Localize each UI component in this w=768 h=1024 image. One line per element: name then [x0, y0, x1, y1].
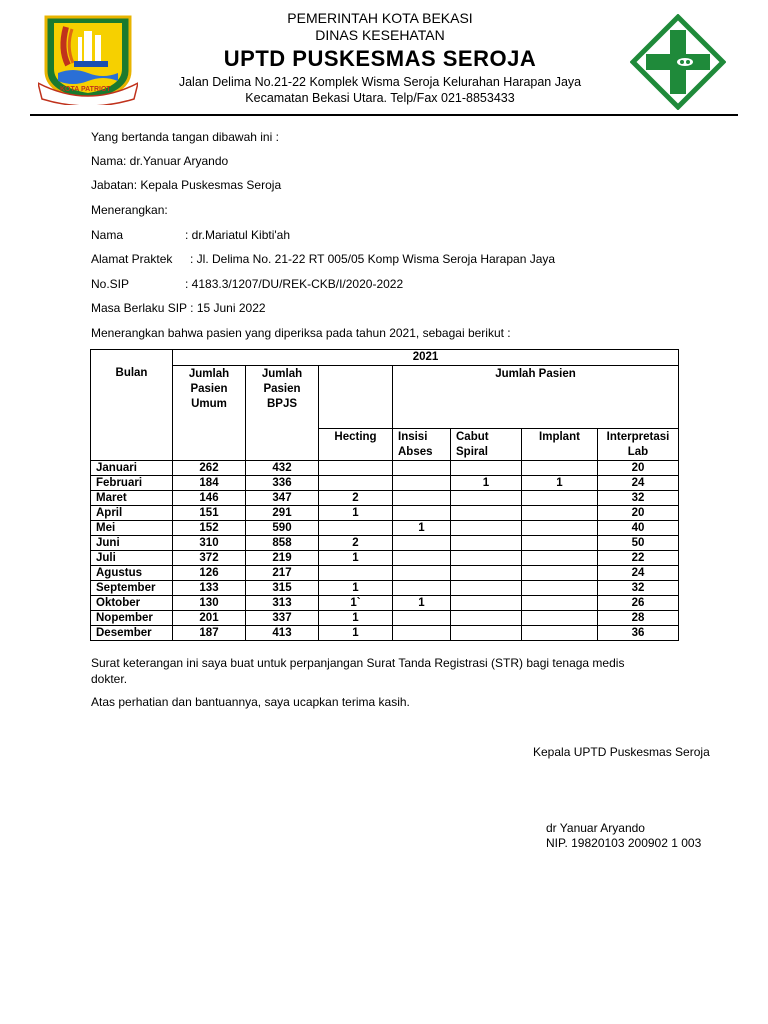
cell-hecting [319, 566, 393, 581]
header-bulan: Bulan [91, 350, 173, 461]
cell-insisi-abses [393, 491, 451, 506]
masa-berlaku-line: Masa Berlaku SIP : 15 Juni 2022 [91, 301, 266, 315]
letterhead-line2: DINAS KESEHATAN [315, 27, 445, 43]
cell-implant [522, 521, 598, 536]
cell-cabut-spiral [451, 461, 522, 476]
header-insisi-line-1: Insisi [398, 431, 428, 443]
header-interpretasi-lab [598, 429, 679, 461]
signer-name-line: Nama: dr.Yanuar Aryando [91, 154, 229, 168]
nama-value: : dr.Mariatul Kibti'ah [185, 228, 291, 242]
closing-paragraph-line-1: Surat keterangan ini saya buat untuk perpanjangan Surat Tanda Registrasi (STR) bagi tenaga medis [91, 656, 625, 670]
cell-implant [522, 506, 598, 521]
cell-cabut-spiral [451, 536, 522, 551]
header-bpjs-line-2: Pasien [263, 383, 301, 395]
closing-paragraph-line-2: dokter. [91, 672, 128, 686]
header-lab-line-2: Lab [627, 446, 649, 458]
letterhead-line1: PEMERINTAH KOTA BEKASI [287, 10, 473, 26]
cell-bulan: Mei [91, 521, 173, 536]
cell-cabut-spiral [451, 491, 522, 506]
letterhead-rule [30, 114, 738, 116]
puskesmas-cross-emblem-icon [630, 14, 726, 110]
header-year: 2021 [173, 350, 679, 366]
cell-insisi-abses [393, 476, 451, 491]
cell-interpretasi-lab: 40 [598, 521, 679, 536]
cell-insisi-abses [393, 581, 451, 596]
cell-interpretasi-lab: 32 [598, 581, 679, 596]
header-lab-line-1: Interpretasi [606, 431, 670, 443]
cell-jumlah-bpjs: 291 [246, 506, 319, 521]
cell-bulan: Nopember [91, 611, 173, 626]
letterhead [140, 10, 620, 106]
cell-jumlah-umum: 262 [173, 461, 246, 476]
cell-bulan: Maret [91, 491, 173, 506]
table-row [91, 506, 679, 521]
cell-jumlah-umum: 151 [173, 506, 246, 521]
cell-cabut-spiral [451, 506, 522, 521]
cell-insisi-abses [393, 566, 451, 581]
cell-insisi-abses: 1 [393, 521, 451, 536]
cell-insisi-abses [393, 626, 451, 641]
header-insisi-abses [393, 429, 451, 461]
cell-jumlah-bpjs: 432 [246, 461, 319, 476]
table-row [91, 536, 679, 551]
cell-insisi-abses [393, 536, 451, 551]
cell-insisi-abses [393, 611, 451, 626]
table-row [91, 566, 679, 581]
table-row [91, 626, 679, 641]
cell-bulan: September [91, 581, 173, 596]
header-umum-line-2: Pasien [190, 383, 228, 395]
cell-cabut-spiral [451, 596, 522, 611]
cell-jumlah-bpjs: 590 [246, 521, 319, 536]
cell-interpretasi-lab: 22 [598, 551, 679, 566]
cell-jumlah-umum: 146 [173, 491, 246, 506]
header-implant: Implant [522, 429, 598, 461]
thanks-line: Atas perhatian dan bantuannya, saya ucapkan terima kasih. [91, 695, 410, 709]
cell-implant [522, 611, 598, 626]
cell-implant: 1 [522, 476, 598, 491]
cell-jumlah-umum: 310 [173, 536, 246, 551]
cell-jumlah-umum: 152 [173, 521, 246, 536]
patient-table [90, 349, 679, 641]
cell-hecting [319, 521, 393, 536]
cell-jumlah-bpjs: 347 [246, 491, 319, 506]
cell-hecting: 1 [319, 506, 393, 521]
header-jumlah-pasien: Jumlah Pasien [393, 366, 679, 429]
cell-insisi-abses [393, 461, 451, 476]
cell-hecting: 1` [319, 596, 393, 611]
cell-hecting [319, 461, 393, 476]
cell-bulan: Februari [91, 476, 173, 491]
signer-title: Kepala UPTD Puskesmas Seroja [533, 745, 710, 759]
cell-hecting [319, 476, 393, 491]
cell-jumlah-umum: 372 [173, 551, 246, 566]
header-bpjs-line-1: Jumlah [261, 368, 303, 380]
header-jumlah-pasien-umum [173, 366, 246, 461]
cell-bulan: Juni [91, 536, 173, 551]
cell-jumlah-umum: 133 [173, 581, 246, 596]
header-hecting: Hecting [319, 429, 393, 461]
cell-bulan: Oktober [91, 596, 173, 611]
header-insisi-line-2: Abses [398, 446, 433, 458]
cell-insisi-abses: 1 [393, 596, 451, 611]
alamat-label: Alamat Praktek [91, 252, 173, 266]
nama-label: Nama [91, 228, 124, 242]
table-row [91, 596, 679, 611]
table-row [91, 521, 679, 536]
table-row [91, 581, 679, 596]
cell-implant [522, 491, 598, 506]
header-umum-line-1: Jumlah [188, 368, 230, 380]
cell-jumlah-umum: 130 [173, 596, 246, 611]
table-row [91, 611, 679, 626]
cell-bulan: Desember [91, 626, 173, 641]
intro-text: Yang bertanda tangan dibawah ini : [91, 130, 279, 144]
cell-jumlah-bpjs: 217 [246, 566, 319, 581]
cell-interpretasi-lab: 50 [598, 536, 679, 551]
alamat-value: : Jl. Delima No. 21-22 RT 005/05 Komp Wisma Seroja Harapan Jaya [190, 252, 556, 266]
cell-implant [522, 596, 598, 611]
cell-interpretasi-lab: 26 [598, 596, 679, 611]
cell-interpretasi-lab: 20 [598, 461, 679, 476]
cell-implant [522, 626, 598, 641]
header-empty-cell [319, 366, 393, 429]
cell-insisi-abses [393, 506, 451, 521]
cell-hecting: 1 [319, 626, 393, 641]
header-umum-line-3: Umum [191, 398, 227, 410]
cell-jumlah-bpjs: 337 [246, 611, 319, 626]
cell-bulan: Agustus [91, 566, 173, 581]
cell-jumlah-bpjs: 336 [246, 476, 319, 491]
letterhead-address-1: Jalan Delima No.21-22 Komplek Wisma Seroja Kelurahan Harapan Jaya [178, 75, 582, 89]
cell-interpretasi-lab: 36 [598, 626, 679, 641]
cell-jumlah-bpjs: 858 [246, 536, 319, 551]
cell-jumlah-umum: 126 [173, 566, 246, 581]
cell-implant [522, 566, 598, 581]
letterhead-title: UPTD PUSKESMAS SEROJA [223, 46, 537, 71]
table-body [91, 461, 679, 641]
sip-value: : 4183.3/1207/DU/REK-CKB/I/2020-2022 [185, 277, 404, 291]
cell-cabut-spiral [451, 521, 522, 536]
cell-bulan: Januari [91, 461, 173, 476]
table-row [91, 551, 679, 566]
cell-bulan: April [91, 506, 173, 521]
cell-hecting: 1 [319, 611, 393, 626]
signer-name: dr Yanuar Aryando [546, 821, 645, 835]
cell-jumlah-umum: 201 [173, 611, 246, 626]
cell-jumlah-bpjs: 315 [246, 581, 319, 596]
table-row [91, 476, 679, 491]
cell-cabut-spiral [451, 626, 522, 641]
table-row [91, 491, 679, 506]
cell-interpretasi-lab: 24 [598, 566, 679, 581]
cell-cabut-spiral [451, 566, 522, 581]
signer-position-line: Jabatan: Kepala Puskesmas Seroja [91, 178, 282, 192]
cell-interpretasi-lab: 32 [598, 491, 679, 506]
statement-line: Menerangkan bahwa pasien yang diperiksa pada tahun 2021, sebagai berikut : [91, 326, 511, 340]
cell-hecting: 1 [319, 551, 393, 566]
cell-interpretasi-lab: 24 [598, 476, 679, 491]
cell-hecting: 2 [319, 536, 393, 551]
menerangkan-label: Menerangkan: [91, 203, 168, 217]
left-logo-text: KOTA PATRIOT [60, 86, 111, 93]
header-cabut-line-2: Spiral [456, 446, 488, 458]
cell-cabut-spiral [451, 611, 522, 626]
cell-implant [522, 536, 598, 551]
header-cabut-line-1: Cabut [456, 431, 489, 443]
header-bpjs-line-3: BPJS [266, 398, 298, 410]
cell-implant [522, 551, 598, 566]
cell-jumlah-bpjs: 413 [246, 626, 319, 641]
header-jumlah-pasien-bpjs [246, 366, 319, 461]
cell-implant [522, 461, 598, 476]
header-cabut-spiral [451, 429, 522, 461]
cell-cabut-spiral: 1 [451, 476, 522, 491]
signer-nip: NIP. 19820103 200902 1 003 [546, 836, 702, 850]
cell-cabut-spiral [451, 551, 522, 566]
cell-interpretasi-lab: 28 [598, 611, 679, 626]
cell-implant [522, 581, 598, 596]
cell-hecting: 1 [319, 581, 393, 596]
cell-jumlah-bpjs: 219 [246, 551, 319, 566]
table-row [91, 461, 679, 476]
cell-interpretasi-lab: 20 [598, 506, 679, 521]
cell-jumlah-umum: 184 [173, 476, 246, 491]
letterhead-address-2: Kecamatan Bekasi Utara. Telp/Fax 021-8853433 [245, 91, 515, 105]
cell-jumlah-bpjs: 313 [246, 596, 319, 611]
cell-hecting: 2 [319, 491, 393, 506]
cell-insisi-abses [393, 551, 451, 566]
cell-bulan: Juli [91, 551, 173, 566]
cell-jumlah-umum: 187 [173, 626, 246, 641]
cell-cabut-spiral [451, 581, 522, 596]
sip-label: No.SIP [91, 277, 130, 291]
